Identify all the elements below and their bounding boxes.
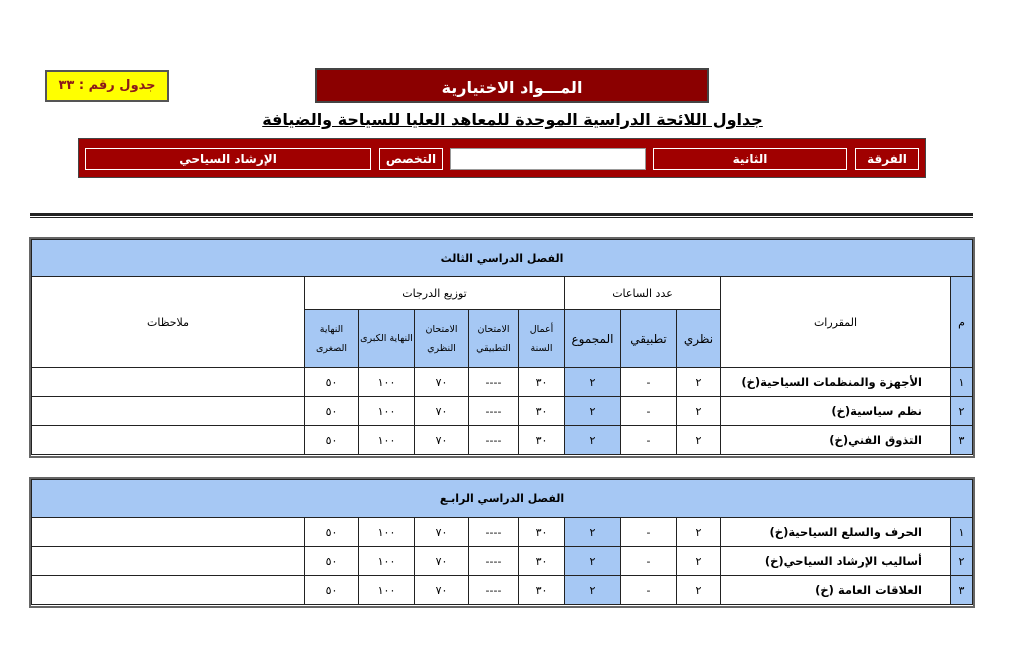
total-hours: ٢ xyxy=(565,368,621,397)
divider-thin xyxy=(30,217,973,218)
row-num: ٣ xyxy=(951,576,973,605)
semester-table-4 xyxy=(29,477,975,608)
year-work: ٣٠ xyxy=(519,576,565,605)
notes-cell xyxy=(32,547,305,576)
col-notes: ملاحظات xyxy=(32,277,305,368)
prac-exam: ---- xyxy=(469,426,519,455)
min-grade: ٥٠ xyxy=(305,547,359,576)
col-prac-exam: الامتحان التطبيقي xyxy=(469,310,519,368)
semester-title: الفصل الدراسي الثالث xyxy=(32,240,973,277)
table-number-badge: جدول رقم : ٣٣ xyxy=(45,70,169,102)
min-grade: ٥٠ xyxy=(305,518,359,547)
max-grade: ١٠٠ xyxy=(359,397,415,426)
min-grade: ٥٠ xyxy=(305,368,359,397)
theory-exam: ٧٠ xyxy=(415,547,469,576)
prac-exam: ---- xyxy=(469,397,519,426)
divider xyxy=(30,213,973,216)
page-subtitle: جداول اللائحة الدراسية الموحدة للمعاهد العليا للسياحة والضيافة xyxy=(262,110,763,129)
theory-exam: ٧٠ xyxy=(415,368,469,397)
total-hours: ٢ xyxy=(565,518,621,547)
col-min: النهاية الصغرى xyxy=(305,310,359,368)
year-work: ٣٠ xyxy=(519,518,565,547)
course-name: نظم سياسية(خ) xyxy=(721,397,951,426)
row-num: ٢ xyxy=(951,397,973,426)
theory-exam: ٧٠ xyxy=(415,426,469,455)
course-name: الأجهزة والمنظمات السياحية(خ) xyxy=(721,368,951,397)
col-total: المجموع xyxy=(565,310,621,368)
notes-cell xyxy=(32,576,305,605)
theory-hours: ٢ xyxy=(677,518,721,547)
course-name: التذوق الفني(خ) xyxy=(721,426,951,455)
row-num: ٣ xyxy=(951,426,973,455)
year-work: ٣٠ xyxy=(519,426,565,455)
year-label: الفرقة xyxy=(855,148,919,170)
row-num: ١ xyxy=(951,368,973,397)
major-value: الإرشاد السياحي xyxy=(85,148,371,170)
table-row xyxy=(32,397,973,426)
col-theory: نظري xyxy=(677,310,721,368)
year-value: الثانية xyxy=(653,148,847,170)
min-grade: ٥٠ xyxy=(305,397,359,426)
page-title: المـــواد الاختيارية xyxy=(315,68,709,103)
max-grade: ١٠٠ xyxy=(359,368,415,397)
table-row xyxy=(32,547,973,576)
theory-hours: ٢ xyxy=(677,576,721,605)
notes-cell xyxy=(32,426,305,455)
col-practical: تطبيقي xyxy=(621,310,677,368)
theory-hours: ٢ xyxy=(677,397,721,426)
major-label: التخصص xyxy=(379,148,443,170)
notes-cell xyxy=(32,368,305,397)
notes-cell xyxy=(32,518,305,547)
max-grade: ١٠٠ xyxy=(359,547,415,576)
col-courses: المقررات xyxy=(721,277,951,368)
table-row xyxy=(32,518,973,547)
min-grade: ٥٠ xyxy=(305,576,359,605)
notes-cell xyxy=(32,397,305,426)
empty-field xyxy=(450,148,646,170)
col-year-work: أعمال السنة xyxy=(519,310,565,368)
specialization-bar xyxy=(78,138,926,178)
col-max: النهاية الكبرى xyxy=(359,310,415,368)
total-hours: ٢ xyxy=(565,397,621,426)
course-name: الحرف والسلع السياحية(خ) xyxy=(721,518,951,547)
total-hours: ٢ xyxy=(565,426,621,455)
theory-exam: ٧٠ xyxy=(415,576,469,605)
total-hours: ٢ xyxy=(565,576,621,605)
theory-exam: ٧٠ xyxy=(415,518,469,547)
year-work: ٣٠ xyxy=(519,368,565,397)
prac-exam: ---- xyxy=(469,547,519,576)
prac-exam: ---- xyxy=(469,518,519,547)
practical-hours: - xyxy=(621,397,677,426)
col-hours: عدد الساعات xyxy=(565,277,721,310)
year-work: ٣٠ xyxy=(519,397,565,426)
col-theory-exam: الامتحان النظري xyxy=(415,310,469,368)
semester-title: الفصل الدراسي الرابـع xyxy=(32,480,973,518)
theory-exam: ٧٠ xyxy=(415,397,469,426)
course-name: العلاقات العامة (خ) xyxy=(721,576,951,605)
max-grade: ١٠٠ xyxy=(359,518,415,547)
table-row xyxy=(32,426,973,455)
theory-hours: ٢ xyxy=(677,547,721,576)
max-grade: ١٠٠ xyxy=(359,576,415,605)
practical-hours: - xyxy=(621,547,677,576)
row-num: ١ xyxy=(951,518,973,547)
col-num: م xyxy=(951,277,973,368)
theory-hours: ٢ xyxy=(677,426,721,455)
table-row xyxy=(32,368,973,397)
prac-exam: ---- xyxy=(469,576,519,605)
row-num: ٢ xyxy=(951,547,973,576)
theory-hours: ٢ xyxy=(677,368,721,397)
table-row xyxy=(32,576,973,605)
practical-hours: - xyxy=(621,426,677,455)
practical-hours: - xyxy=(621,576,677,605)
total-hours: ٢ xyxy=(565,547,621,576)
col-grades: توزيع الدرجات xyxy=(305,277,565,310)
semester-table-3 xyxy=(29,237,975,458)
practical-hours: - xyxy=(621,368,677,397)
course-name: أساليب الإرشاد السياحي(خ) xyxy=(721,547,951,576)
max-grade: ١٠٠ xyxy=(359,426,415,455)
prac-exam: ---- xyxy=(469,368,519,397)
min-grade: ٥٠ xyxy=(305,426,359,455)
practical-hours: - xyxy=(621,518,677,547)
year-work: ٣٠ xyxy=(519,547,565,576)
